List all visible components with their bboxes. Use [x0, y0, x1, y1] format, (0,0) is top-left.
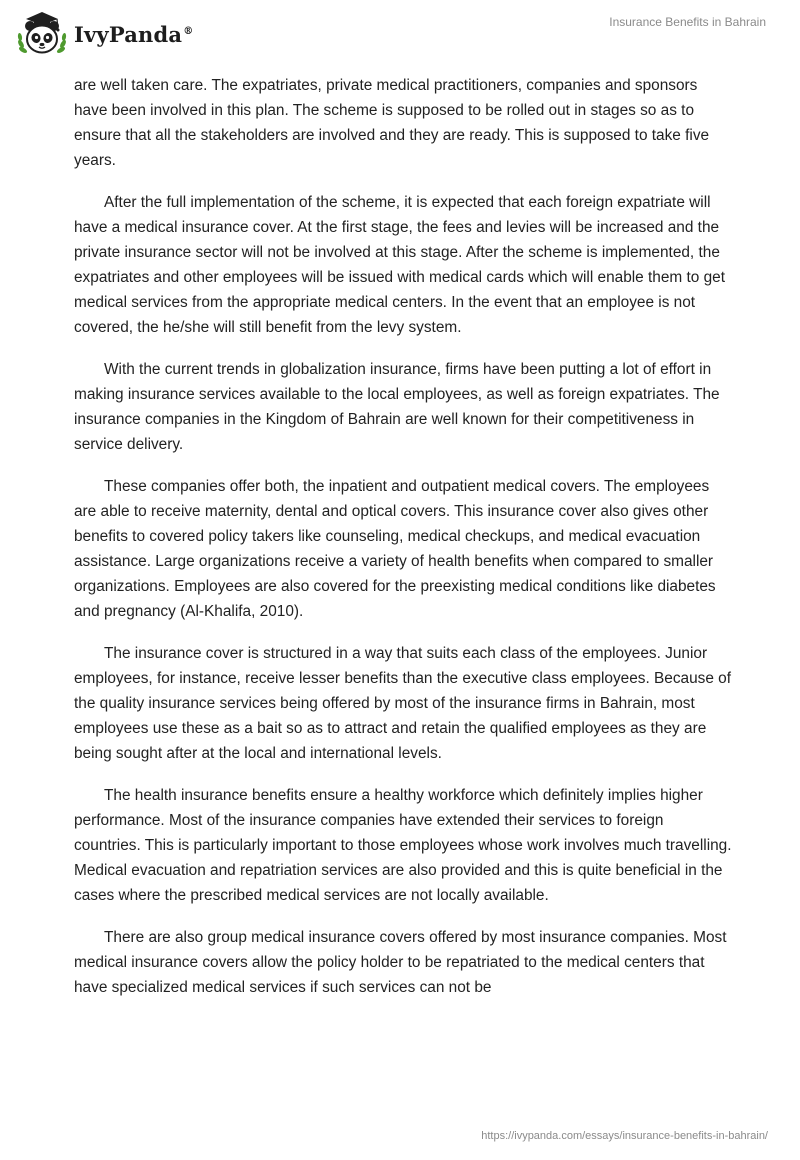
document-title: Insurance Benefits in Bahrain	[609, 15, 766, 29]
registered-mark: ®	[183, 25, 194, 37]
paragraph: These companies offer both, the inpatient and outpatient medical covers. The employees are able to receive maternity, dental and optical covers. This insurance cover also gives other benefits to covered policy takers like counseling, medical checkups, and medical evacuation assistance. Large organizations receive a variety of health benefits when compared to smaller organizations. Employees are also covered for the preexisting medical conditions like diabetes and pregnancy (Al-Khalifa, 2010).	[74, 478, 716, 620]
brand-name-text: IvyPanda	[74, 21, 183, 47]
paragraph: The health insurance benefits ensure a healthy workforce which definitely implies higher performance. Most of the insurance companies have extended their services to foreign countries. This is particularly important to those employees whose work involves much travelling. Medical evacuation and repatriation services are also provided and this is quite beneficial in the cases where the prescribed medical services are not locally available.	[74, 787, 732, 904]
essay-body	[74, 73, 734, 1017]
paragraph: There are also group medical insurance covers offered by most insurance companies. Most medical insurance covers allow the policy holder to be repatriated to the medical centers that have specialized medical services if such services can not be	[74, 929, 727, 996]
ivypanda-logo[interactable]	[14, 8, 193, 58]
paragraph: After the full implementation of the scheme, it is expected that each foreign expatriate will have a medical insurance cover. At the first stage, the fees and levies will be increased and the private insurance sector will not be involved at this stage. After the scheme is implemented, the expatriates and other employees will be issued with medical cards which will enable them to get medical services from the appropriate medical centers. In the event that an employee is not covered, the he/she will still benefit from the levy system.	[74, 194, 726, 336]
panda-graduate-icon	[14, 8, 70, 58]
paragraph: The insurance cover is structured in a way that suits each class of the employees. Junior employees, for instance, receive lesser benefits than the executive class employees. Because of the quality insurance services being offered by most of the insurance firms in Bahrain, most employees use these as a bait so as to attract and retain the qualified employees as they are being sought after at the local and international levels.	[74, 645, 732, 762]
paragraph: With the current trends in globalization insurance, firms have been putting a lot of effort in making insurance services available to the local employees, as well as foreign expatriates. The insurance companies in the Kingdom of Bahrain are well known for their competitiveness in service delivery.	[74, 361, 720, 453]
brand-name	[74, 22, 193, 47]
page-header	[0, 0, 800, 70]
source-url[interactable]: https://ivypanda.com/essays/insurance-benefits-in-bahrain/	[481, 1130, 768, 1142]
paragraph: are well taken care. The expatriates, private medical practitioners, companies and sponsors have been involved in this plan. The scheme is supposed to be rolled out in stages so as to ensure that all the stakeholders are involved and they are ready. This is supposed to take five years.	[74, 77, 710, 169]
